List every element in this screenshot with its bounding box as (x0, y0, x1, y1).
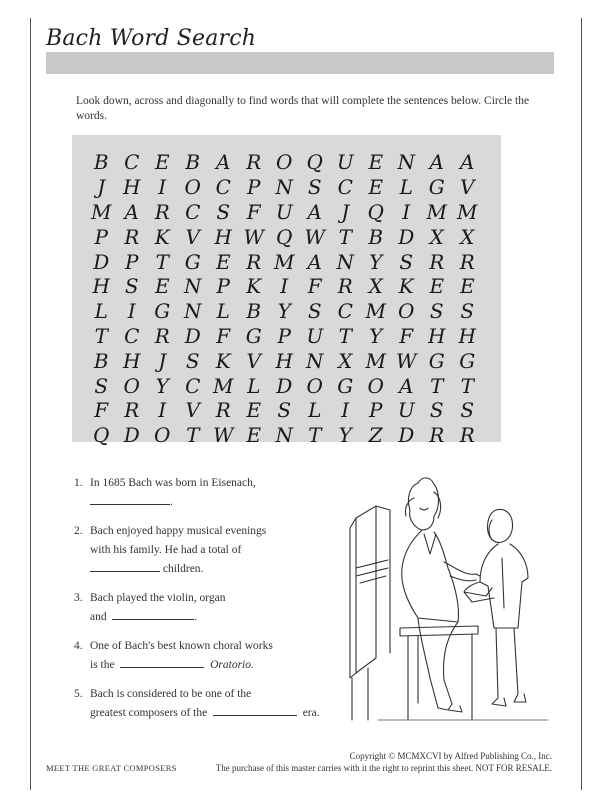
grid-letter[interactable]: G (428, 175, 445, 200)
question-text: In 1685 Bach was born in Eisenach, (90, 477, 256, 489)
grid-letter[interactable]: A (399, 373, 414, 398)
grid-letter[interactable]: R (246, 249, 262, 274)
grid-letter[interactable]: M (274, 249, 295, 274)
grid-row (86, 324, 483, 349)
grid-letter[interactable]: I (341, 398, 350, 423)
grid-letter[interactable]: W (243, 224, 265, 249)
grid-letter[interactable]: S (399, 249, 414, 274)
question-suffix: children. (162, 563, 204, 575)
grid-letter[interactable]: I (158, 175, 167, 200)
grid-letter[interactable]: X (338, 348, 353, 373)
questions-list (74, 474, 344, 723)
series-title: MEET THE GREAT COMPOSERS (46, 763, 177, 773)
grid-letter[interactable]: P (94, 224, 108, 249)
grid-letter[interactable]: O (123, 373, 140, 398)
grid-letter[interactable]: A (460, 150, 475, 175)
grid-row (86, 299, 483, 324)
grid-letter[interactable]: O (398, 299, 415, 324)
answer-blank[interactable] (112, 608, 194, 620)
grid-letter[interactable]: R (337, 274, 353, 299)
grid-letter[interactable]: T (338, 323, 352, 348)
grid-letter[interactable]: U (275, 199, 293, 224)
grid-letter[interactable]: R (429, 423, 445, 448)
grid-letter[interactable]: L (216, 299, 230, 324)
bach-harpsichord-illustration (348, 458, 558, 728)
grid-letter[interactable]: R (246, 150, 262, 175)
grid-letter[interactable]: L (399, 175, 413, 200)
grid-letter[interactable]: J (97, 175, 106, 200)
grid-letter[interactable]: S (185, 348, 200, 373)
grid-letter[interactable]: K (154, 224, 170, 249)
page-title: Bach Word Search (46, 26, 257, 51)
grid-letter[interactable]: T (94, 323, 108, 348)
question-1 (74, 474, 344, 512)
grid-row (86, 274, 483, 299)
grid-letter[interactable]: I (127, 299, 136, 324)
grid-letter[interactable]: A (307, 199, 322, 224)
grid-letter[interactable]: I (158, 398, 167, 423)
grid-letter[interactable]: E (459, 274, 475, 299)
grid-letter[interactable]: G (337, 373, 354, 398)
grid-letter[interactable]: F (307, 274, 322, 299)
grid-letter[interactable]: T (186, 423, 200, 448)
grid-letter[interactable]: E (368, 175, 384, 200)
grid-letter[interactable]: E (154, 150, 170, 175)
grid-letter[interactable]: M (365, 348, 386, 373)
grid-letter[interactable]: K (246, 274, 262, 299)
grid-letter[interactable]: T (460, 373, 474, 398)
question-suffix: era. (302, 707, 320, 719)
grid-letter[interactable]: D (398, 423, 415, 448)
grid-letter[interactable]: O (184, 175, 201, 200)
grid-letter[interactable]: S (94, 373, 109, 398)
grid-letter[interactable]: H (458, 323, 476, 348)
grid-letter[interactable]: A (307, 249, 322, 274)
question-text: Bach enjoyed happy musical evenings (90, 525, 267, 537)
grid-letter[interactable]: A (124, 199, 139, 224)
grid-letter[interactable]: J (341, 199, 350, 224)
grid-letter[interactable]: G (428, 348, 445, 373)
grid-letter[interactable]: N (306, 348, 324, 373)
grid-letter[interactable]: P (125, 249, 139, 274)
grid-letter[interactable]: Y (369, 323, 383, 348)
grid-letter[interactable]: H (92, 274, 110, 299)
grid-letter[interactable]: B (93, 348, 109, 373)
grid-letter[interactable]: E (246, 398, 262, 423)
grid-letter[interactable]: S (460, 398, 475, 423)
grid-letter[interactable]: E (215, 249, 231, 274)
grid-row (86, 348, 483, 373)
question-number: 1. (74, 477, 83, 489)
grid-row (86, 175, 483, 200)
grid-letter[interactable]: S (307, 299, 322, 324)
grid-letter[interactable]: F (246, 199, 261, 224)
reprint-notice: The purchase of this master carries with it the right to reprint this sheet. NOT FOR RESALE. (215, 763, 552, 773)
copyright-notice: Copyright © MCMXCVI by Alfred Publishing Co., Inc. (349, 751, 552, 761)
instructions: Look down, across and diagonally to find words that will complete the sentences below. Circle the words. (76, 95, 530, 122)
grid-letter[interactable]: A (216, 150, 231, 175)
grid-letter[interactable]: L (247, 373, 261, 398)
grid-letter[interactable]: V (246, 348, 261, 373)
question-number: 3. (74, 592, 83, 604)
grid-letter[interactable]: C (337, 299, 353, 324)
grid-letter[interactable]: T (430, 373, 444, 398)
question-number: 4. (74, 640, 83, 652)
grid-letter[interactable]: H (428, 323, 446, 348)
grid-letter[interactable]: M (365, 299, 386, 324)
grid-letter[interactable]: N (336, 249, 354, 274)
answer-blank[interactable] (213, 704, 297, 716)
question-prefix: and (90, 611, 107, 623)
grid-letter[interactable]: H (275, 348, 293, 373)
grid-letter[interactable]: S (277, 398, 292, 423)
grid-letter[interactable]: D (398, 224, 415, 249)
grid-letter[interactable]: Q (367, 199, 384, 224)
grid-letter[interactable]: P (247, 175, 261, 200)
grid-letter[interactable]: U (397, 398, 415, 423)
grid-row (86, 423, 483, 448)
grid-letter[interactable]: W (395, 348, 417, 373)
grid-letter[interactable]: D (93, 249, 110, 274)
grid-letter[interactable]: B (93, 150, 109, 175)
grid-letter[interactable]: L (94, 299, 108, 324)
question-4 (74, 637, 344, 675)
grid-letter[interactable]: G (459, 348, 476, 373)
question-text: Bach is considered to be one of the (90, 688, 252, 700)
grid-letter[interactable]: Q (276, 224, 293, 249)
grid-letter[interactable]: H (123, 348, 141, 373)
grid-letter[interactable]: N (397, 150, 415, 175)
grid-row (86, 398, 483, 423)
grid-letter[interactable]: T (308, 423, 322, 448)
grid-letter[interactable]: Y (277, 299, 291, 324)
grid-letter[interactable]: V (185, 224, 200, 249)
grid-letter[interactable]: M (426, 199, 447, 224)
grid-letter[interactable]: O (276, 150, 293, 175)
grid-letter[interactable]: Z (368, 423, 383, 448)
grid-letter[interactable]: M (213, 373, 234, 398)
question-text: One of Bach's best known choral works (90, 640, 273, 652)
grid-letter[interactable]: C (185, 199, 201, 224)
grid-letter[interactable]: Y (155, 373, 169, 398)
grid-letter[interactable]: P (277, 323, 291, 348)
grid-letter[interactable]: I (402, 199, 411, 224)
grid-letter[interactable]: F (94, 398, 109, 423)
question-prefix: is the (90, 659, 115, 671)
grid-letter[interactable]: D (184, 323, 201, 348)
question-2 (74, 522, 344, 579)
grid-row (86, 249, 483, 274)
grid-row (86, 224, 483, 249)
grid-letter[interactable]: G (245, 323, 262, 348)
grid-letter[interactable]: R (215, 398, 231, 423)
grid-letter[interactable]: I (280, 274, 289, 299)
question-5 (74, 685, 344, 723)
grid-letter[interactable]: P (369, 398, 383, 423)
grid-letter[interactable]: H (214, 224, 232, 249)
grid-letter[interactable]: O (154, 423, 171, 448)
grid-letter[interactable]: S (216, 199, 231, 224)
question-text: with his family. He had a total of (90, 544, 242, 556)
grid-letter[interactable]: P (216, 274, 230, 299)
grid-letter[interactable]: C (215, 175, 231, 200)
grid-letter[interactable]: S (307, 175, 322, 200)
grid-letter[interactable]: T (155, 249, 169, 274)
grid-letter[interactable]: G (184, 249, 201, 274)
title-band (46, 52, 554, 74)
grid-letter[interactable]: R (124, 398, 140, 423)
grid-letter[interactable]: R (124, 224, 140, 249)
grid-letter[interactable]: M (91, 199, 112, 224)
grid-letter[interactable]: B (368, 224, 384, 249)
grid-row (86, 373, 483, 398)
grid-letter[interactable]: K (398, 274, 414, 299)
grid-letter[interactable]: R (459, 249, 475, 274)
grid-letter[interactable]: O (367, 373, 384, 398)
grid-letter[interactable]: X (460, 224, 475, 249)
answer-blank[interactable] (120, 656, 204, 668)
question-3 (74, 589, 344, 627)
grid-letter[interactable]: H (123, 175, 141, 200)
grid-letter[interactable]: J (158, 348, 167, 373)
grid-letter[interactable]: N (275, 175, 293, 200)
grid-letter[interactable]: X (429, 224, 444, 249)
grid-letter[interactable]: W (212, 423, 234, 448)
grid-letter[interactable]: G (154, 299, 171, 324)
grid-letter[interactable]: R (154, 199, 170, 224)
grid-letter[interactable]: N (184, 299, 202, 324)
grid-letter[interactable]: Q (306, 150, 323, 175)
grid-letter[interactable]: N (184, 274, 202, 299)
grid-letter[interactable]: S (460, 299, 475, 324)
grid-letter[interactable]: S (429, 299, 444, 324)
question-text: Bach played the violin, organ (90, 592, 226, 604)
grid-letter[interactable]: D (123, 423, 140, 448)
grid-letter[interactable]: B (246, 299, 262, 324)
grid-letter[interactable]: R (429, 249, 445, 274)
question-number: 5. (74, 688, 83, 700)
grid-letter[interactable]: A (429, 150, 444, 175)
grid-letter[interactable]: C (124, 150, 140, 175)
grid-letter[interactable]: C (124, 323, 140, 348)
grid-letter[interactable]: R (154, 323, 170, 348)
grid-letter[interactable]: U (336, 150, 354, 175)
grid-letter[interactable]: V (460, 175, 475, 200)
question-suffix: . (194, 611, 198, 623)
grid-letter[interactable]: E (429, 274, 445, 299)
grid-letter[interactable]: F (216, 323, 231, 348)
grid-letter[interactable]: C (185, 373, 201, 398)
grid-letter[interactable]: D (276, 373, 293, 398)
grid-letter[interactable]: U (306, 323, 324, 348)
grid-letter[interactable]: L (308, 398, 322, 423)
grid-letter[interactable]: T (338, 224, 352, 249)
grid-row (86, 150, 483, 175)
grid-letter[interactable]: E (154, 274, 170, 299)
grid-letter[interactable]: V (185, 398, 200, 423)
answer-blank[interactable] (90, 493, 170, 505)
grid-letter[interactable]: E (246, 423, 262, 448)
grid-letter[interactable]: Q (93, 423, 110, 448)
question-number: 2. (74, 525, 83, 537)
grid-letter[interactable]: Y (369, 249, 383, 274)
grid-letter[interactable]: F (399, 323, 414, 348)
grid-letter[interactable]: X (368, 274, 383, 299)
grid-letter[interactable]: E (368, 150, 384, 175)
grid-letter[interactable]: R (459, 423, 475, 448)
grid-letter[interactable]: N (275, 423, 293, 448)
question-prefix: greatest composers of the (90, 707, 208, 719)
grid-letter[interactable]: M (457, 199, 478, 224)
question-suffix: Oratorio. (210, 659, 254, 671)
grid-letter[interactable]: O (306, 373, 323, 398)
grid-letter[interactable]: Y (338, 423, 352, 448)
grid-row (86, 200, 483, 225)
grid-letter[interactable]: W (304, 224, 326, 249)
grid-letter[interactable]: S (429, 398, 444, 423)
grid-letter[interactable]: K (215, 348, 231, 373)
grid-letter[interactable]: C (337, 175, 353, 200)
grid-letter[interactable]: S (124, 274, 139, 299)
question-suffix: . (170, 496, 173, 508)
answer-blank[interactable] (90, 560, 160, 572)
grid-letter[interactable]: B (185, 150, 201, 175)
word-search-grid[interactable] (86, 150, 483, 448)
